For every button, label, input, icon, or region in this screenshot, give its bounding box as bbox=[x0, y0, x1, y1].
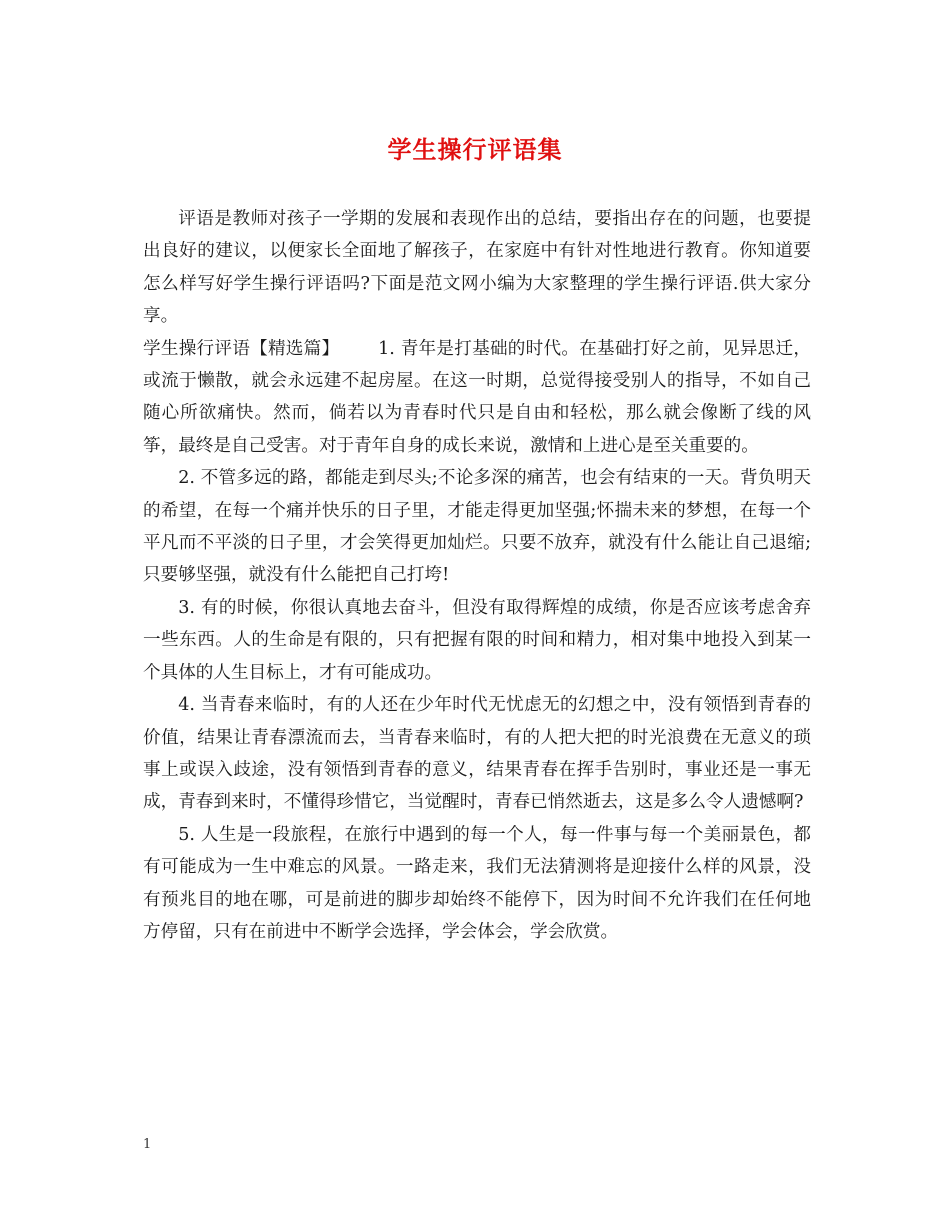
page-number: 1 bbox=[143, 1137, 152, 1152]
section-heading: 学生操行评语【精选篇】 bbox=[143, 338, 340, 359]
list-item-5: 5. 人生是一段旅程，在旅行中遇到的每一个人，每一件事与每一个美丽景色，都有可能成为一生中难忘的风景。一路走来，我们无法猜测将是迎接什么样的风景，没有预兆目的地在哪，可是前进的脚步却始终不能停下，因为时间不允许我们在任何地方停留，只有在前进中不断学会选择，学会体会，学会欣赏。 bbox=[143, 824, 811, 942]
intro-paragraph: 评语是教师对孩子一学期的发展和表现作出的总结，要指出存在的问题，也要提出良好的建议，以便家长全面地了解孩子，在家庭中有针对性地进行教育。你知道要怎么样写好学生操行评语吗?下面是范文网小编为大家整理的学生操行评语.供大家分享。 bbox=[143, 209, 811, 327]
document-title: 学生操行评语集 bbox=[387, 135, 563, 164]
list-item-1: 1. 青年是打基础的时代。在基础打好之前，见异思迁，或流于懒散，就会永远建不起房屋。在这一时期，总觉得接受别人的指导，不如自己随心所欲痛快。然而，倘若以为青春时代只是自由和轻松，那么就会像断了线的风筝，最终是自己受害。对于青年自身的成长来说，激情和上进心是至关重要的。 bbox=[143, 338, 811, 456]
section-paragraph bbox=[143, 333, 811, 463]
list-item-4: 4. 当青春来临时，有的人还在少年时代无忧虑无的幻想之中，没有领悟到青春的价值，结果让青春漂流而去，当青春来临时，有的人把大把的时光浪费在无意义的琐事上或误入歧途，没有领悟到青春的意义，结果青春在挥手告别时，事业还是一事无成，青春到来时，不懂得珍惜它，当觉醒时，青春已悄然逝去，这是多么令人遗憾啊? bbox=[143, 695, 811, 813]
list-item-3: 3. 有的时候，你很认真地去奋斗，但没有取得辉煌的成绩，你是否应该考虑舍弃一些东西。人的生命是有限的，只有把握有限的时间和精力，相对集中地投入到某一个具体的人生目标上，才有可能成功。 bbox=[143, 597, 811, 683]
document-body bbox=[143, 203, 811, 948]
list-item-2: 2. 不管多远的路，都能走到尽头;不论多深的痛苦，也会有结束的一天。背负明天的希望，在每一个痛并快乐的日子里，才能走得更加坚强;怀揣未来的梦想，在每一个平凡而不平淡的日子里，才会笑得更加灿烂。只要不放弃，就没有什么能让自己退缩;只要够坚强，就没有什么能把自己打垮! bbox=[143, 468, 811, 586]
